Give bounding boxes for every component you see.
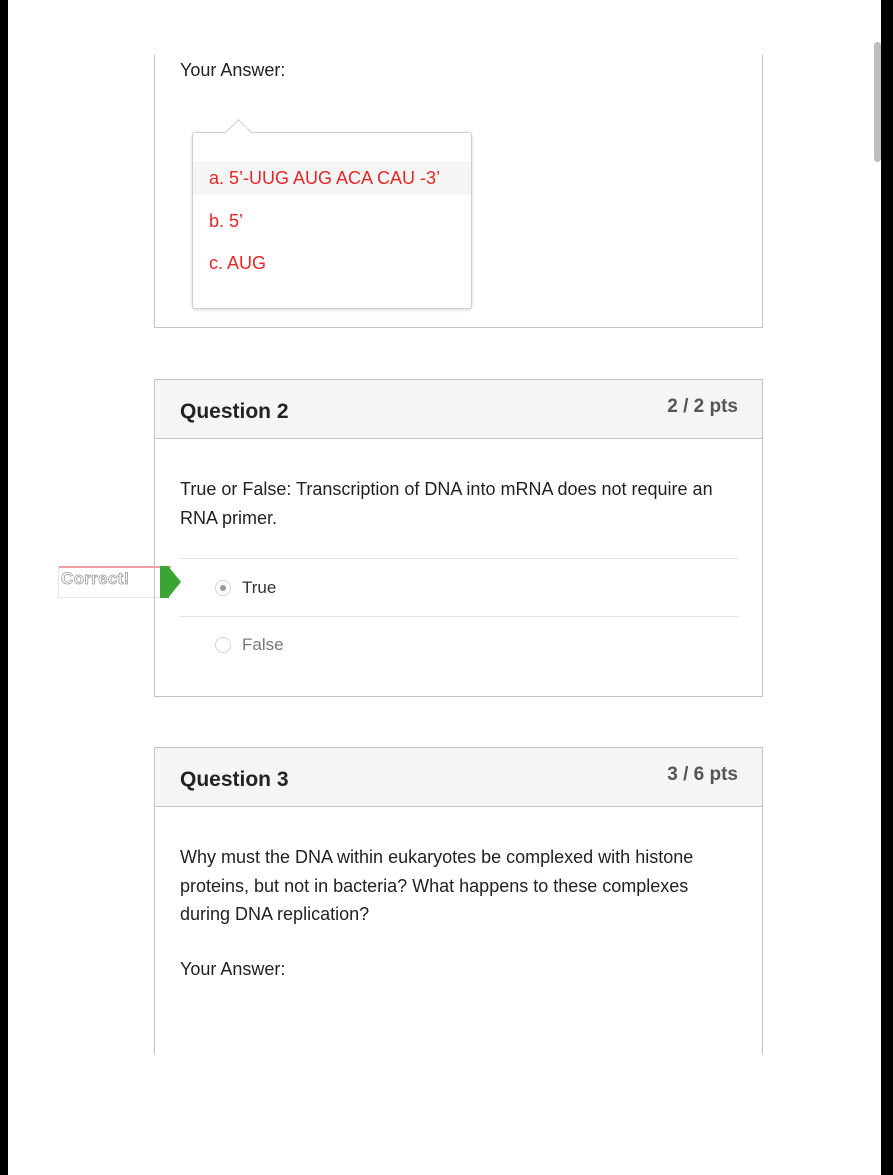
question-text: Why must the DNA within eukaryotes be complexed with histone proteins, but not in bacteria? What happens to these complexes during DNA replication? [180, 847, 694, 924]
divider [179, 558, 739, 559]
your-answer-label: Your Answer: [180, 959, 286, 979]
question-1-panel [154, 55, 763, 328]
quiz-page [8, 0, 881, 1175]
scrollbar[interactable] [874, 42, 881, 162]
question-2-panel [154, 379, 763, 697]
radio-unchecked-icon[interactable] [215, 637, 231, 653]
question-3-panel [154, 747, 763, 1055]
option-label: True [242, 578, 277, 597]
question-text: True or False: Transcription of DNA into mRNA does not require an RNA primer. [180, 479, 713, 528]
question-points: 3 / 6 pts [667, 764, 738, 785]
answer-options-popover [192, 132, 472, 309]
radio-checked-icon[interactable] [215, 580, 231, 596]
question-title: Question 2 [180, 400, 289, 423]
answer-option-c[interactable]: c. AUG [209, 253, 267, 273]
question-points: 2 / 2 pts [667, 396, 738, 417]
option-label: False [242, 635, 284, 654]
question-3-header [155, 748, 762, 807]
answer-option-b[interactable]: b. 5’ [209, 211, 244, 231]
divider [179, 616, 739, 617]
question-title: Question 3 [180, 768, 289, 791]
your-answer-label: Your Answer: [180, 60, 286, 80]
answer-option-a[interactable]: a. 5’-UUG AUG ACA CAU -3’ [193, 161, 471, 195]
question-2-header [155, 380, 762, 439]
correct-label: Correct! [61, 569, 130, 588]
